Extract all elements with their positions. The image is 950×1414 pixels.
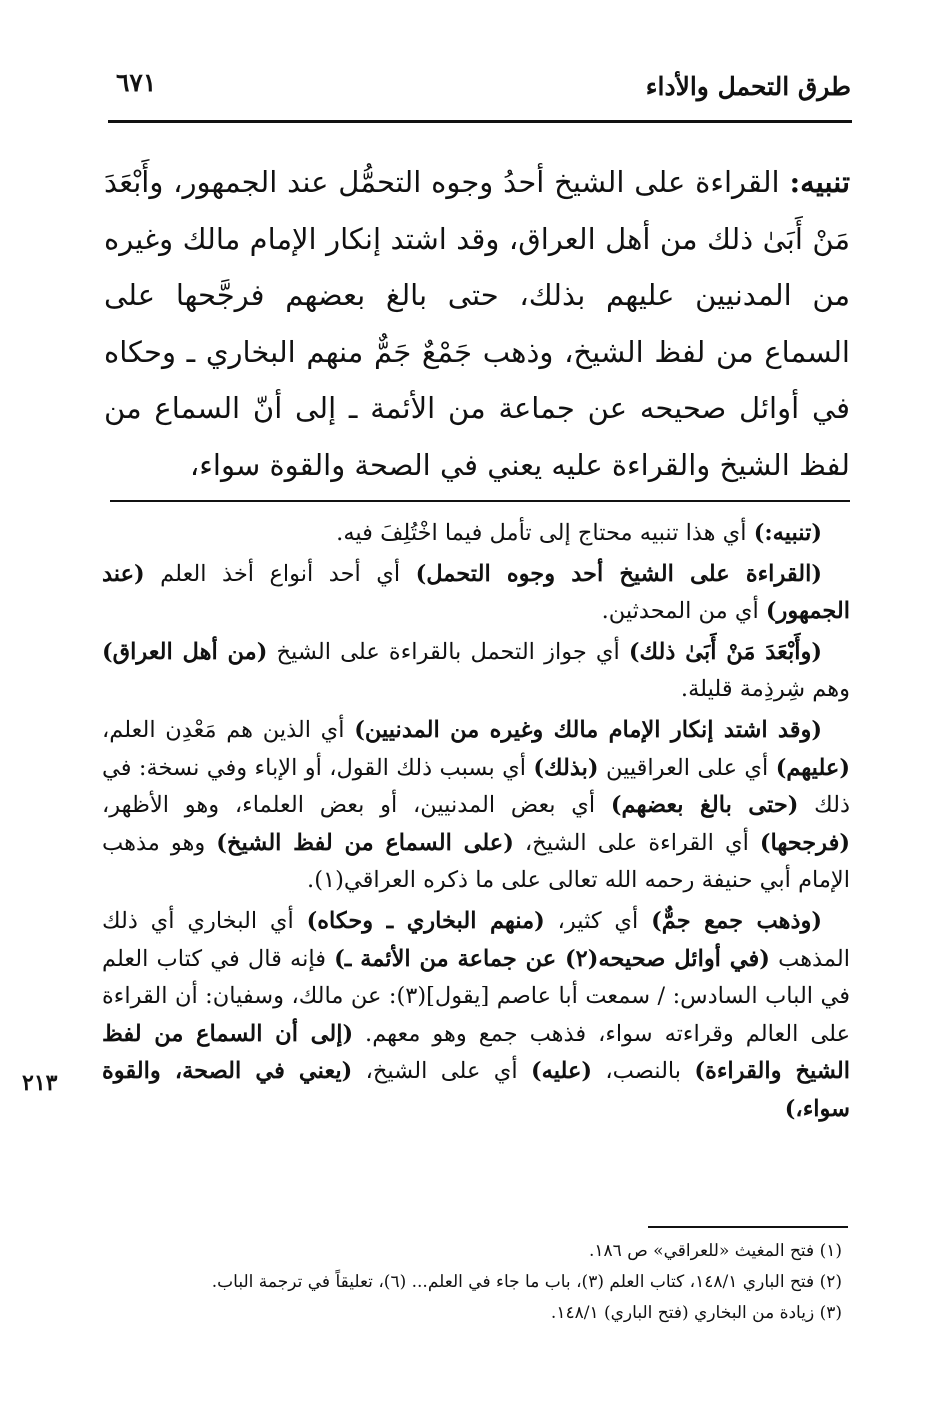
commentary-text: أي هذا تنبيه محتاج إلى تأمل فيما اخْتُلِفَ فيه.	[336, 520, 754, 546]
commentary-lemma: (فرجحها)	[759, 829, 850, 856]
commentary-lemma: (وأَبْعَدَ مَنْ أَبَىٰ ذلك)	[628, 638, 822, 665]
main-text-body: القراءة على الشيخ أحدُ وجوه التحمُّل عند الجمهور، وأَبْعَدَ مَنْ أَبَىٰ ذلك من أهل العراق، وقد اشتد إنكار الإمام مالك وغيره من المدنيين عليهم بذلك، حتى بالغ بعضهم فرجَّحها على السماع من لفظ الشيخ، وذهب جَمْعٌ جَمٌّ منهم البخاري ـ وحكاه في أوائل صحيحه عن جماعة من الأئمة ـ إلى أنّ السماع من لفظ الشيخ والقراءة عليه يعني في الصحة والقوة سواء،	[104, 165, 850, 482]
main-text	[104, 154, 850, 493]
commentary-lemma: (وذهب جمع جمٌّ)	[651, 907, 822, 934]
commentary-text: أي على العراقيين	[598, 754, 776, 781]
page-header	[108, 62, 851, 120]
commentary-text: بالنصب،	[592, 1058, 695, 1085]
section-divider	[110, 500, 850, 502]
commentary-lemma: (عليه)	[531, 1058, 593, 1085]
commentary-lemma: (يعني في الصحة، والقوة سواء،)	[102, 1058, 850, 1122]
commentary-text: وهو مذهب الإمام أبي حنيفة رحمه الله تعالى على ما ذكره العراقي(١).	[102, 829, 850, 894]
commentary-text: أي الذين هم مَعْدِن العلم،	[102, 716, 355, 743]
commentary-text: أي البخاري أي ذلك المذهب	[102, 907, 850, 972]
commentary-lemma: (عند الجمهور)	[102, 560, 850, 625]
footnote: (٣) زيادة من البخاري (فتح الباري) ١٤٨/١.	[550, 1303, 842, 1323]
commentary-text: أي على الشيخ،	[352, 1058, 531, 1085]
commentary-lemma: (القراءة على الشيخ أحد وجوه التحمل)	[415, 560, 822, 587]
commentary-lemma: (بذلك)	[533, 754, 599, 781]
commentary-lemma: (إلى أن السماع من لفظ الشيخ والقراءة)	[102, 1020, 851, 1085]
commentary-paragraph	[102, 515, 850, 553]
commentary-paragraph	[102, 903, 850, 1129]
header-rule	[108, 120, 852, 123]
commentary-text: وهم شِرذِمة قليلة.	[680, 676, 850, 703]
footnote: (١) فتح المغيث «للعراقي» ص ١٨٦.	[589, 1241, 842, 1261]
commentary	[102, 515, 850, 1132]
commentary-lemma: (عليهم)	[775, 754, 850, 781]
commentary-text: أي كثير،	[544, 907, 652, 934]
main-text-lead: تنبيه:	[789, 165, 851, 199]
commentary-text: أي بسبب ذلك القول، أو الإباء وفي نسخة: في ذلك	[102, 754, 850, 819]
commentary-text: أي من المحدثين.	[601, 598, 766, 625]
commentary-lemma: (منهم البخاري ـ وحكاه)	[306, 907, 545, 934]
commentary-text: فإنه قال في كتاب العلم في الباب السادس: / سمعت أبا عاصم [يقول](٣): عن مالك، وسفيان: أن القراءة على العالم وقراءته سواء، فذهب جمع وهو معهم.	[102, 945, 850, 1047]
footnote-rule	[648, 1226, 848, 1228]
commentary-text: أي بعض المدنيين، أو بعض العلماء، وهو الأظهر،	[102, 792, 611, 819]
commentary-text: أي جواز التحمل بالقراءة على الشيخ	[267, 638, 629, 665]
commentary-text: أي أحد أنواع أخذ العلم	[144, 560, 416, 587]
commentary-lemma: (وقد اشتد إنكار الإمام مالك وغيره من المدنيين)	[354, 716, 823, 743]
commentary-lemma: (في أوائل صحيحه(٢) عن جماعة من الأئمة ـ)	[334, 945, 770, 972]
commentary-lemma: (من أهل العراق)	[102, 638, 268, 665]
commentary-lemma: (حتى بالغ بعضهم)	[610, 792, 799, 819]
commentary-lemma: (تنبيه:)	[753, 520, 822, 546]
commentary-text: أي القراءة على الشيخ،	[513, 829, 760, 856]
commentary-paragraph	[102, 712, 850, 900]
page-number: ٦٧١	[116, 68, 157, 97]
footnotes	[90, 1236, 842, 1329]
commentary-lemma: (على السماع من لفظ الشيخ)	[216, 829, 514, 856]
commentary-paragraph	[102, 634, 850, 709]
commentary-paragraph	[102, 556, 850, 631]
manuscript-folio-number: ٢١٣	[22, 1070, 58, 1096]
running-title: طرق التحمل والأداء	[645, 72, 851, 101]
footnote: (٢) فتح الباري ١٤٨/١، كتاب العلم (٣)، باب ما جاء في العلم... (٦)، تعليقاً في ترجمة الباب.	[211, 1272, 842, 1292]
